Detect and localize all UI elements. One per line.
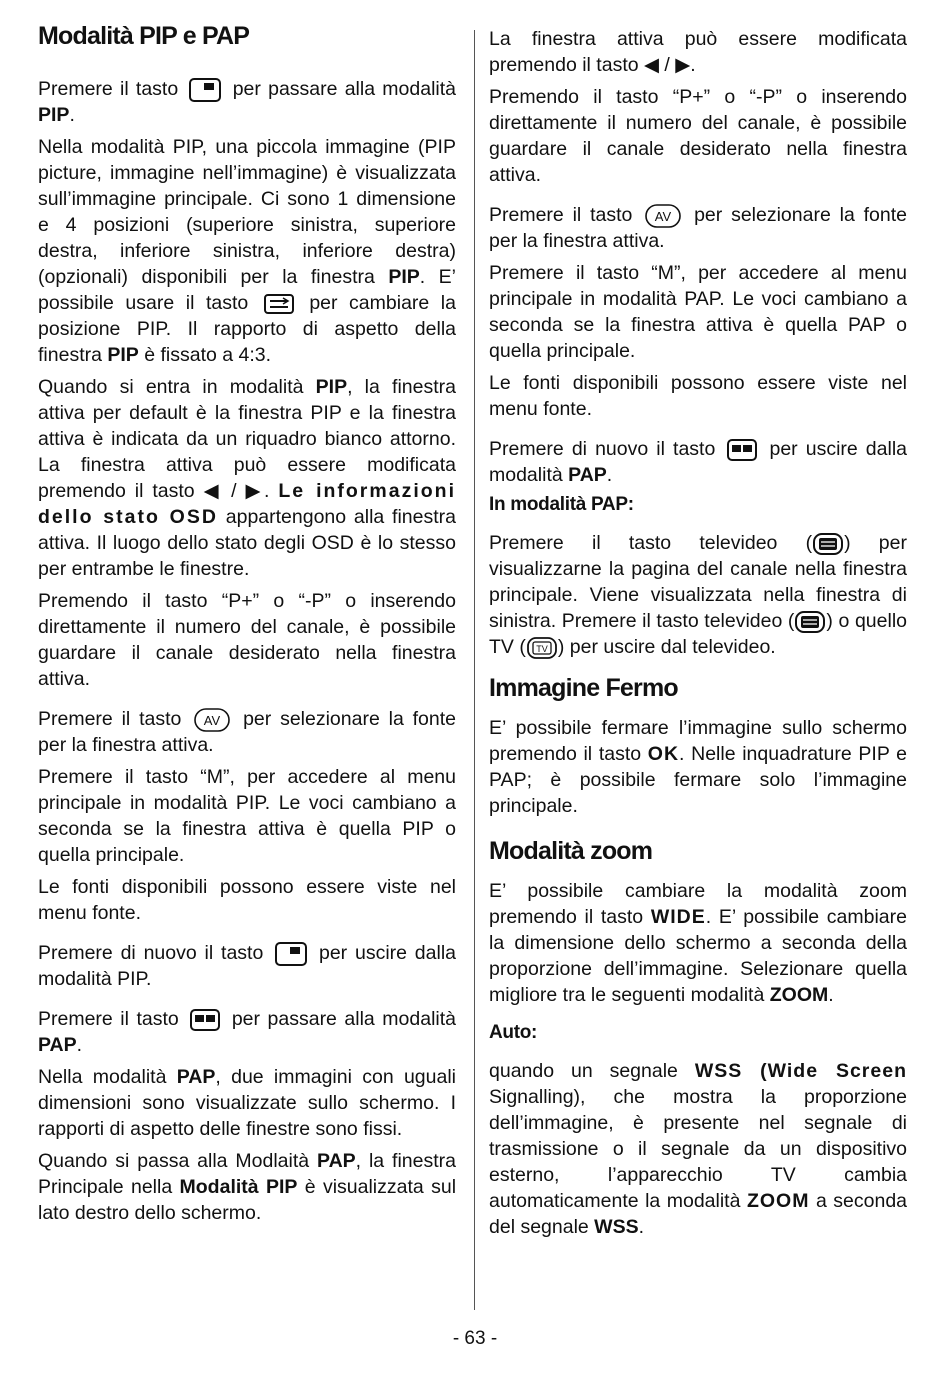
text: . (76, 1034, 83, 1056)
text: a seconda del segnale (489, 1190, 908, 1238)
section-title-immagine-fermo: Immagine Fermo (489, 674, 678, 702)
svg-text:AV: AV (204, 712, 221, 728)
paragraph (489, 530, 907, 660)
paragraph: Premendo il tasto “P+” o “-P” o inserendo direttamente il numero del canale, è possibile guardare il canale desiderato nella finestra attiva. (489, 86, 907, 186)
text: . E’ possibile usare il tasto (38, 266, 456, 314)
text: ) per visualizzarne la pagina del canale nella finestra principale. Viene visualizzata nella finestra di sinistra. Premere il tasto televideo ( (489, 532, 907, 632)
text: , la finestra attiva per default è la finestra PIP e la finestra attiva è indicata da un riquadro bianco attorno. La finestra attiva può essere modificata premendo il tasto (38, 376, 456, 502)
section-title-modalita-zoom: Modalità zoom (489, 837, 653, 865)
pap-button-icon (190, 1009, 220, 1031)
bold-text: WSS (594, 1216, 639, 1238)
subheading-pap: In modalità PAP: (489, 494, 634, 515)
text: per passare alla modalità (231, 1008, 457, 1030)
text: Nella modalità (38, 1066, 167, 1088)
bold-text: PAP (38, 1034, 77, 1056)
text: E’ possibile fermare l’immagine sullo schermo premendo il tasto (489, 717, 907, 765)
right-column (489, 26, 907, 1246)
text: per passare alla modalità (232, 78, 457, 100)
page-number: - 63 - (452, 1328, 498, 1349)
bold-text: PIP (315, 376, 348, 398)
teletext-icon (795, 611, 825, 633)
paragraph (489, 878, 907, 1008)
arrow-keys-icon: ◀ / ▶. (644, 54, 696, 76)
text: Premere il tasto (38, 78, 179, 100)
text: E’ possibile cambiare la modalità zoom premendo il tasto (489, 880, 907, 928)
text: Premere il tasto (38, 1008, 179, 1030)
text: appartengono alla finestra attiva. Il luogo dello stato degli OSD è lo stesso per entrambe le finestre. (38, 506, 457, 580)
bold-text: PAP (176, 1066, 216, 1088)
text: per cambiare la posizione PIP. Il rapporto di aspetto della finestra (38, 292, 456, 366)
column-divider (474, 30, 475, 1310)
text: La finestra attiva può essere modificata premendo il tasto (489, 28, 907, 76)
teletext-icon (813, 533, 843, 555)
text: quando un segnale (489, 1060, 678, 1082)
pip-button-icon (275, 942, 307, 966)
paragraph (38, 374, 456, 582)
paragraph (38, 134, 456, 368)
text: è visualizzata sul lato destro dello schermo. (38, 1176, 457, 1224)
tv-icon (527, 637, 557, 659)
text: . Nelle inquadrature PIP e PAP; è possibile fermare solo l’immagine principale. (489, 743, 907, 817)
bold-text: WSS (Wide Screen (694, 1060, 907, 1082)
text: ) per uscire dal televideo. (557, 636, 776, 658)
text: Premere il tasto (489, 204, 633, 226)
av-button-icon (645, 204, 681, 228)
paragraph (489, 1058, 907, 1240)
bold-text: PAP (568, 464, 607, 486)
bold-text: PIP (388, 266, 420, 288)
text: per uscire dalla modalità PIP. (38, 942, 457, 990)
text: . E’ possibile cambiare la dimensione dello schermo a seconda della proporzione dell’immagine. Selezionare quella migliore tra le seguenti modalità (489, 906, 907, 1006)
bold-text: PIP (107, 344, 139, 366)
svg-text:AV: AV (655, 208, 672, 224)
bold-text: PIP (38, 104, 70, 126)
text: Quando si passa alla Modlaità (38, 1150, 310, 1172)
paragraph (489, 715, 907, 819)
text: Signalling), che mostra la proporzione dell’immagine, è presente nel segnale di trasmissione o il segnale da un dispositivo esterno, l’apparecchio TV cambia automaticamente la modalità (489, 1086, 907, 1212)
text: Premere di nuovo il tasto (489, 438, 716, 460)
text: Quando si entra in modalità (38, 376, 304, 398)
paragraph (38, 1064, 456, 1142)
bold-text: WIDE (650, 906, 706, 928)
text: Premere di nuovo il tasto (38, 942, 264, 964)
bold-text: ZOOM (769, 984, 829, 1006)
paragraph: Le fonti disponibili possono essere viste nel menu fonte. (489, 372, 907, 420)
text: per selezionare la fonte per la finestra attiva. (489, 204, 908, 252)
text: per uscire dalla modalità (489, 438, 908, 486)
paragraph: Premendo il tasto “P+” o “-P” o inserendo direttamente il numero del canale, è possibile guardare il canale desiderato nella finestra attiva. (38, 590, 456, 690)
left-column (38, 22, 456, 1232)
text: . (69, 104, 75, 126)
text: per selezionare la fonte per la finestra attiva. (38, 708, 457, 756)
paragraph (489, 202, 907, 254)
paragraph (489, 436, 907, 488)
text: Premere il tasto televideo ( (489, 532, 813, 554)
pap-button-icon (727, 439, 757, 461)
pip-button-icon (189, 78, 221, 102)
paragraph: Premere il tasto “M”, per accedere al menu principale in modalità PIP. Le voci cambiano a seconda se la finestra attiva è quella PIP o quella principale. (38, 766, 456, 866)
bold-text: Le informazioni dello stato OSD (38, 480, 456, 528)
paragraph (38, 940, 456, 992)
paragraph (38, 1148, 456, 1226)
paragraph: Premere il tasto “M”, per accedere al menu principale in modalità PAP. Le voci cambiano a seconda se la finestra attiva è quella PAP o quella principale. (489, 262, 907, 362)
section-title-pip-pap: Modalità PIP e PAP (38, 22, 250, 50)
text: Premere il tasto (38, 708, 182, 730)
text: ) o quello TV ( (489, 610, 907, 658)
paragraph (38, 76, 456, 128)
svg-text:TV: TV (536, 643, 548, 654)
paragraph (489, 26, 907, 78)
text: . (606, 464, 613, 486)
arrow-keys-icon: ◀ / ▶. (203, 480, 270, 502)
paragraph (38, 706, 456, 758)
paragraph (38, 1006, 456, 1058)
bold-text: PAP (317, 1150, 356, 1172)
text: è fissato a 4:3. (144, 344, 272, 366)
av-button-icon (194, 708, 230, 732)
bold-text: OK (647, 743, 680, 765)
subheading-auto: Auto: (489, 1022, 538, 1043)
text: , la finestra Principale nella (38, 1150, 456, 1198)
bold-text: Modalità PIP (179, 1176, 298, 1198)
paragraph: Le fonti disponibili possono essere viste nel menu fonte. (38, 876, 456, 924)
text: , due immagini con uguali dimensioni sono visualizzate sullo schermo. I rapporti di aspetto delle finestre sono fissi. (38, 1066, 456, 1140)
text: . (638, 1216, 645, 1238)
bold-text: ZOOM (746, 1190, 810, 1212)
pip-position-icon (264, 294, 294, 314)
text: Nella modalità PIP, una piccola immagine (PIP picture, immagine nell’immagine) è visualizzata sull’immagine principale. Ci sono 1 dimensione e 4 posizioni (superiore sinistra, superiore destra, inferiore sinistra, inferiore destra) (opzionali) disponibili per la finestra (38, 136, 456, 288)
text: . (828, 984, 834, 1006)
